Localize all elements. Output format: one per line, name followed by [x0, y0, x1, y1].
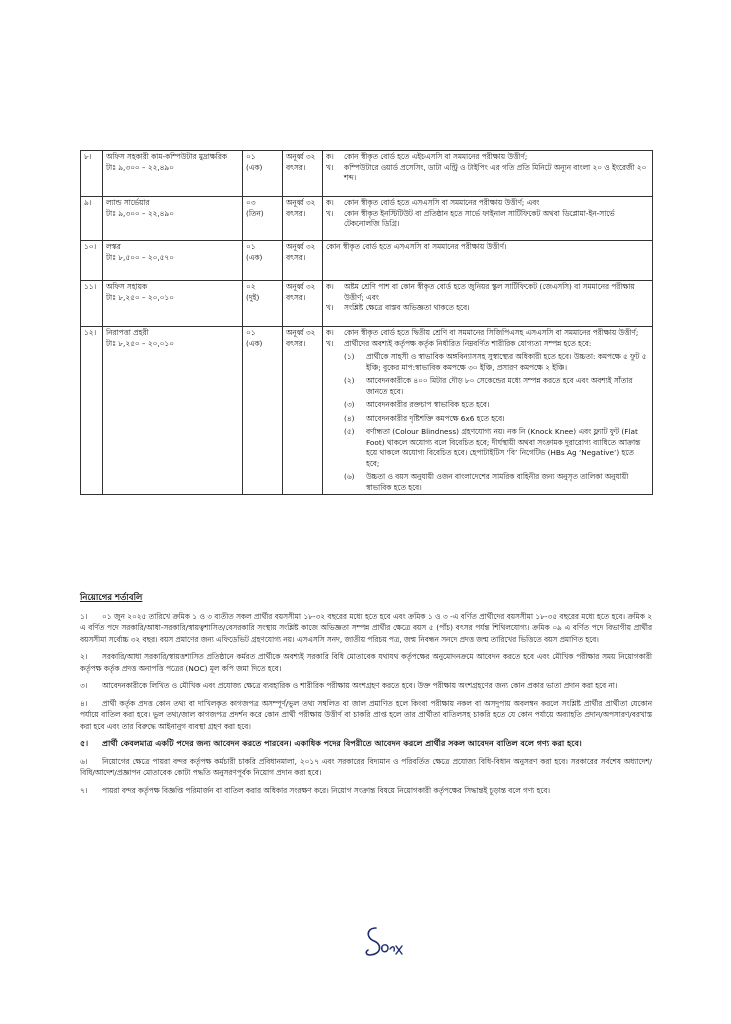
signature: [362, 924, 410, 960]
post-count-cell: [243, 197, 283, 241]
physical-requirement: (৫) বর্ণান্ধতা (Colour Blindness) গ্রহণযোগ্য নয়। নক নি (Knock Knee) এবং ফ্ল্যাট ফুট (Flat Foot) থাকলে অযোগ্য বলে বিবেচিত হবে; দীর্ঘস্থায়ী অথবা সংক্রামক দুরারোগ্য ব্যাধিতে আক্রান্ত হয়ে থাকলে অযোগ্য বিবেচিত হবে। হেপাটাইটিস ‘বি’ নিগেটিভ (HBs Ag ‘Negative’) হতে হবে;: [344, 427, 641, 468]
requirement: খ। কোন স্বীকৃত ইনস্টিটিউট বা প্রতিষ্ঠান হতে সার্ভে ফাইনাল সার্টিফিকেট অথবা ডিপ্লোমা-ইন-সার্ভে টেকনোলজি ডিগ্রি।: [326, 208, 615, 228]
age-limit: অনূর্ধ্ব ৩২ বৎসর।: [283, 197, 323, 241]
post-name-cell: [103, 327, 243, 495]
requirement: ক। কোন স্বীকৃত বোর্ড হতে এইচএসসি বা সমমানের পরীক্ষায় উত্তীর্ণ;: [326, 152, 528, 161]
qualification-cell: [323, 151, 653, 197]
requirement: ক। কোন স্বীকৃত বোর্ড হতে দ্বিতীয় শ্রেণি বা সমমানের সিজিপিএসহ এসএসসি বা সমমানের পরীক্ষায় উত্তীর্ণ;: [326, 328, 639, 337]
post-name: অফিস সহকারী কাম-কম্পিউটার মুদ্রাক্ষরিক: [106, 152, 227, 161]
qualification-cell: [323, 281, 653, 327]
pay-scale: টাঃ ৮,২৫০ – ২০,০১০: [106, 292, 174, 302]
table-row: [81, 327, 653, 495]
age-limit: অনূর্ধ্ব ৩২ বৎসর।: [283, 151, 323, 197]
physical-requirement: (২) আবেদনকারীকে ৪০০ মিটার দৌড় ৮০ সেকেন্ডের মধ্যে সম্পন্ন করতে হবে এবং অবশ্যই সাঁতার জানতে হবে।: [344, 376, 633, 396]
conditions-heading: নিয়োগের শর্তাবলি: [80, 593, 143, 603]
requirement: খ। কম্পিউটারে ওয়ার্ড প্রসেসিং, ডাটা এন্ট্রি ও টাইপিং এর গতি প্রতি মিনিটে অন্যূন বাংলা ২০ ও ইংরেজী ২০ শব্দ।: [326, 162, 647, 182]
post-count-word: (এক): [246, 338, 263, 348]
post-name: অফিস সহায়ক: [106, 282, 148, 291]
posts-table: [80, 150, 653, 495]
post-count: ০১: [246, 328, 256, 337]
serial-cell: ১০।: [81, 241, 103, 281]
post-count: ০৩: [246, 198, 256, 207]
post-count-word: (দুই): [246, 292, 260, 302]
condition-item: ৪। প্রার্থী কর্তৃক প্রদত্ত কোন তথ্য বা দাখিলকৃত কাগজপত্র অসম্পূর্ণ/ভুল তথ্য সম্বলিত বা জাল প্রমাণিত হলে কিংবা পরীক্ষায় নকল বা অসদুপায় অবলম্বন করলে সংশ্লিষ্ট প্রার্থীর প্রার্থীতা যেকোন পর্যায়ে বাতিল করা হবে। ভুল তথ্য/জাল কাগজপত্র প্রদর্শন করে কোন প্রার্থী পরীক্ষায় উত্তীর্ণ বা চাকরি প্রাপ্ত হলে তার প্রার্থীতা বাতিলসহ চাকরি হতে যে কোন পর্যায়ে অব্যাহতি প্রদান/অপসারণ/বরখাস্ত করা হবে এবং তার বিরুদ্ধে আইনানুগ ব্যবস্থা গ্রহণ করা হবে।: [80, 698, 652, 731]
post-name: নিরাপত্তা প্রহরী: [106, 328, 149, 337]
condition-item: ২। সরকারি/আধা সরকারি/স্বায়ত্তশাসিত প্রতিষ্ঠানে কর্মরত প্রার্থীকে অবশ্যই সরকারি বিধি মোতাবেক যথাযথ কর্তৃপক্ষের অনুমোদনক্রমে আবেদন করতে হবে এবং মৌখিক পরীক্ষার সময় নিয়োগকারী কর্তৃপক্ষ কর্তৃক প্রদত্ত অনাপত্তি পত্রের (NOC) মূল কপি জমা দিতে হবে।: [80, 652, 652, 673]
pay-scale: টাঃ ৯,৩০০ – ২২,৪৯০: [106, 162, 174, 172]
requirement: খ। প্রার্থীদের অবশ্যই কর্তৃপক্ষ কর্তৃক নির্ধারিত নিম্নবর্ণিত শারীরিক যোগ্যতা সম্পন্ন হতে হবে:: [326, 338, 592, 348]
serial-cell: ৮।: [81, 151, 103, 197]
post-name-cell: [103, 197, 243, 241]
age-limit: অনূর্ধ্ব ৩২ বৎসর।: [283, 281, 323, 327]
physical-requirement: (৪) আবেদনকারীর দৃষ্টিশক্তি কমপক্ষে 6x6 হতে হবে।: [344, 413, 505, 423]
condition-item: ১। ০১ জুন ২০২৫ তারিখে ক্রমিক ১ ও ৩ ব্যতীত সকল প্রার্থীর বয়সসীমা ১৮-৩২ বছরের মধ্যে হতে হবে এবং ক্রমিক ১ ও ৩ -এ বর্ণিত প্রার্থীদের বয়সসীমা ১৮-৩৫ বছরের মধ্যে হতে হবে। ক্রমিক ২ এ বর্ণিত পদে সরকারি/আধা-সরকারি/স্বায়ত্বশাসিত/বেসরকারি সংস্থায় সংশ্লিষ্ট কাজে অভিজ্ঞতা সম্পন্ন প্রার্থীর ক্ষেত্রে বয়স ৫ (পাঁচ) বৎসর পর্যন্ত শিথিলযোগ্য। ক্রমিক ০৯ এ বর্ণিত পদে বিভাগীয় প্রার্থীর বয়সসীমা সর্বোচ্চ ৩২ বছর। বয়স প্রমাণের জন্য এফিডেভিট গ্রহণযোগ্য নয়। এসএসসি সনদ, জাতীয় পরিচয় পত্র, জন্ম নিবন্ধন সনদে প্রদত্ত জন্ম তারিখের ভিত্তিতে বয়স প্রমাণিত হবে।: [80, 611, 652, 644]
conditions-section: [80, 593, 652, 802]
post-count-word: (এক): [246, 252, 263, 262]
physical-requirement: (৬) উচ্চতা ও বয়স অনুযায়ী ওজন বাংলাদেশের সামরিক বাহিনীর জন্য অনুসৃত তালিকা অনুযায়ী স্বাভাবিক হতে হবে।: [344, 472, 629, 492]
condition-item: ৭। পায়রা বন্দর কর্তৃপক্ষ বিজ্ঞপ্তি পরিমার্জন বা বাতিল করার অধিকার সংরক্ষণ করে। নিয়োগ সংক্রান্ত বিষয়ে নিয়োগকারী কর্তৃপক্ষের সিদ্ধান্তই চূড়ান্ত বলে গণ্য হবে।: [80, 785, 551, 795]
qualification-cell: [323, 241, 653, 281]
physical-requirement: (১) প্রার্থীকে সাহসী ও স্বাভাবিক অঙ্গবিন্যাসসহ সুস্বাস্থ্যের অধিকারী হতে হবে। উচ্চতা: কমপক্ষে ৫ ফুট ৫ ইঞ্চি; বুকের মাপ:স্বাভাবিক কমপক্ষে ৩০ ইঞ্চি, প্রসারণ কমপক্ষে ২ ইঞ্চি।: [344, 352, 647, 372]
condition-item: ৩। আবেদনকারীকে লিখিত ও মৌখিক এবং প্রযোজ্য ক্ষেত্রে ব্যবহারিক ও শারীরিক পরীক্ষায় অংশগ্রহণ করতে হবে। উক্ত পরীক্ষায় অংশগ্রহণের জন্য কোন প্রকার ভাতা প্রদান করা হবে না।: [80, 681, 618, 690]
table-row: [81, 241, 653, 281]
serial-cell: ৯।: [81, 197, 103, 241]
post-count: ০১: [246, 152, 256, 161]
post-count: ০২: [246, 282, 256, 291]
pay-scale: টাঃ ৮,২৫০ – ২০,০১০: [106, 338, 174, 348]
qualification-cell: [323, 197, 653, 241]
table-row: [81, 197, 653, 241]
post-count-cell: [243, 327, 283, 495]
age-limit: অনূর্ধ্ব ৩২ বৎসর।: [283, 241, 323, 281]
serial-cell: ১২।: [81, 327, 103, 495]
post-count-cell: [243, 241, 283, 281]
post-name-cell: [103, 281, 243, 327]
pay-scale: টাঃ ৯,৩০০ – ২২,৪৯০: [106, 208, 174, 218]
post-name: লস্কর: [106, 242, 121, 251]
qualification-cell: [323, 327, 653, 495]
condition-item: ৫। প্রার্থী কেবলমাত্র একটি পদের জন্য আবেদন করতে পারবেন। একাধিক পদের বিপরীতে আবেদন করলে প্রার্থীর সকল আবেদন বাতিল বলে গণ্য করা হবে।: [80, 739, 582, 748]
pay-scale: টাঃ ৮,৫০০ – ২০,৫৭০: [106, 252, 174, 262]
table-row: [81, 281, 653, 327]
physical-requirement: (৩) আবেদনকারীর রক্তচাপ স্বাভাবিক হতে হবে।: [344, 400, 490, 409]
requirement: কোন স্বীকৃত বোর্ড হতে এসএসসি বা সমমানের পরীক্ষায় উত্তীর্ণ।: [326, 242, 507, 251]
table-row: [81, 151, 653, 197]
post-count: ০১: [246, 242, 256, 251]
post-name: ল্যান্ড সার্ভেয়ার: [106, 198, 150, 207]
age-limit: অনূর্ধ্ব ৩২ বৎসর।: [283, 327, 323, 495]
requirement: ক। কোন স্বীকৃত বোর্ড হতে এসএসসি বা সমমানের পরীক্ষায় উত্তীর্ণ; এবং: [326, 198, 540, 207]
requirement: ক। অষ্টম শ্রেণি পাশ বা কোন স্বীকৃত বোর্ড হতে জুনিয়র স্কুল সার্টিফিকেট (জেএসসি) বা সমমানের পরীক্ষায় উত্তীর্ণ; এবং: [326, 282, 635, 302]
post-count-word: (তিন): [246, 208, 264, 218]
condition-item: ৬। নিয়োগের ক্ষেত্রে পায়রা বন্দর কর্তৃপক্ষ কর্মচারী চাকরি প্রবিধানমালা, ২০১৭ এবং সরকারের বিদ্যমান ও পরিবর্তিত ক্ষেত্রে প্রযোজ্য বিধি-বিধান অনুসরণ করা হবে। সরকারের সর্বশেষ অধ্যাদেশ/বিধি/আদেশ/প্রজ্ঞাপন মোতাবেক কোটা পদ্ধতি অনুসরণপূর্বক নিয়োগ প্রদান করা হবে।: [80, 756, 652, 777]
serial-cell: ১১।: [81, 281, 103, 327]
post-count-word: (এক): [246, 162, 263, 172]
post-count-cell: [243, 281, 283, 327]
post-name-cell: [103, 241, 243, 281]
post-count-cell: [243, 151, 283, 197]
requirement: খ। সংশ্লিষ্ট ক্ষেত্রে বাস্তব অভিজ্ঞতা থাকতে হবে।: [326, 303, 470, 312]
post-name-cell: [103, 151, 243, 197]
